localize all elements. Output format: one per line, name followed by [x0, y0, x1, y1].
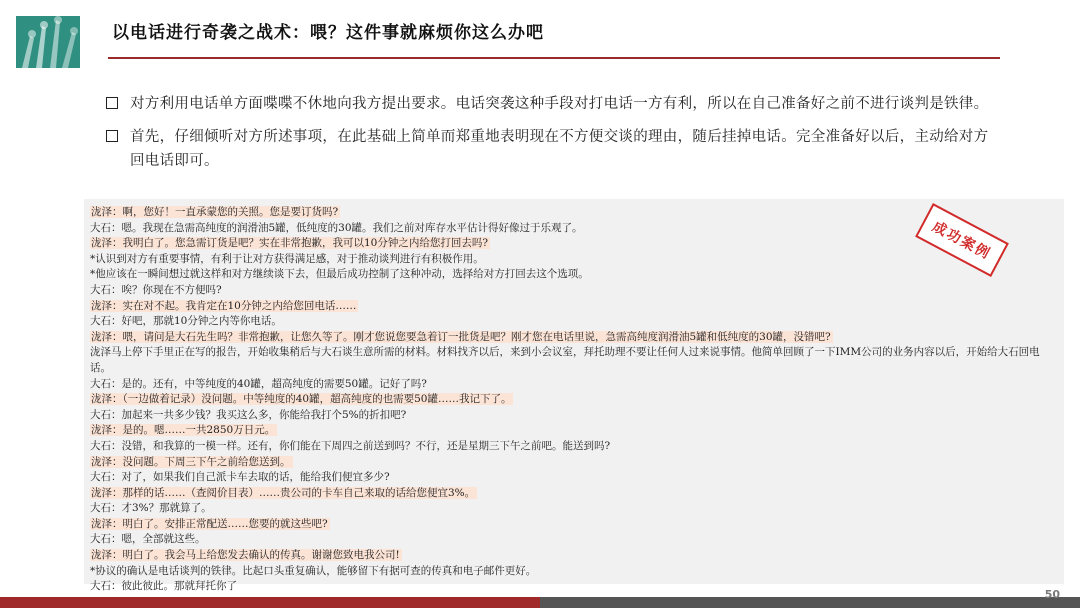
dialogue-line-text: *他应该在一瞬间想过就这样和对方继续谈下去，但最后成功控制了这种冲动，选择给对方打回去这个选项。 [90, 268, 589, 281]
dialogue-line [90, 408, 1044, 424]
bullet-item [106, 92, 996, 116]
footer-bar-red [0, 597, 540, 608]
dialogue-line-text: 大石：是的。还有，中等纯度的40罐，超高纯度的需要50罐。记好了吗? [90, 377, 427, 390]
bullet-text: 对方利用电话单方面喋喋不休地向我方提出要求。电话突袭这种手段对打电话一方有利，所以在自己准备好之前不进行谈判是铁律。 [130, 96, 989, 112]
page-number: 50 [1044, 588, 1060, 601]
dialogue-lines [90, 205, 1044, 595]
dialogue-line-text: 泷泽：那样的话……（查阅价目表）……贵公司的卡车自己来取的话给您便宜3%。 [91, 486, 476, 499]
dialogue-line [90, 486, 1044, 502]
dialogue-line [90, 221, 1044, 237]
dialogue-line [90, 564, 1044, 580]
dialogue-line [90, 579, 1044, 595]
dialogue-line [90, 392, 1044, 408]
dialogue-line-text: 大石：彼此彼此。那就拜托你了 [90, 580, 237, 593]
dialogue-line [90, 267, 1044, 283]
dialogue-line-text: 泷泽：啊，您好！一直承蒙您的关照。您是要订货吗? [91, 206, 339, 218]
dialogue-line-text: 大石：没错，和我算的一模一样。还有，你们能在下周四之前送到吗？不行，还是星期三下午之前吧。能送到吗? [90, 439, 611, 452]
dialogue-line [90, 299, 1044, 315]
dialogue-line-text: 泷泽马上停下手里正在写的报告，开始收集稍后与大石谈生意所需的材料。材料找齐以后，来到小会议室，拜托助理不要让任何人过来说事情。他简单回顾了一下IMM公司的业务内容以后，开始给大石回电话。 [90, 346, 1040, 374]
bullet-list [106, 92, 996, 182]
dialogue-line-text: *协议的确认是电话谈判的铁律。比起口头重复确认，能够留下有据可查的传真和电子邮件更好。 [90, 564, 537, 577]
hands-raised-icon [16, 16, 80, 68]
dialogue-line [90, 252, 1044, 268]
title-divider [108, 57, 1000, 59]
dialogue-line-text: 大石：好吧，那就10分钟之内等你电话。 [90, 315, 282, 328]
dialogue-line [90, 532, 1044, 548]
dialogue-line-text: 大石：唉？你现在不方便吗? [90, 283, 222, 296]
footer-bar-gray [540, 597, 1080, 608]
dialogue-line-text: 泷泽：是的。嗯……一共2850万日元。 [91, 424, 276, 437]
bullet-item [106, 125, 996, 173]
dialogue-line-text: 泷泽：没问题。下周三下午之前给您送到。 [91, 455, 291, 468]
dialogue-line-text: 泷泽：喂，请问是大石先生吗？非常抱歉，让您久等了。刚才您说您要急着订一批货是吧？刚才您在电话里说，急需高纯度润滑油5罐和低纯度的30罐，没错吧? [91, 330, 831, 343]
dialogue-line [90, 423, 1044, 439]
dialogue-line [90, 517, 1044, 533]
dialogue-line-text: 大石：嗯，全部就这些。 [90, 533, 206, 546]
square-bullet-icon [106, 97, 118, 109]
slide-title: 以电话进行奇袭之战术：喂？这件事就麻烦你这么办吧 [112, 23, 544, 43]
dialogue-line [90, 345, 1044, 376]
dialogue-line [90, 205, 1044, 221]
success-case-stamp: 成功案例 [915, 203, 1009, 277]
dialogue-line [90, 377, 1044, 393]
square-bullet-icon [106, 130, 118, 142]
dialogue-line [90, 314, 1044, 330]
dialogue-line-text: 泷泽：实在对不起。我肯定在10分钟之内给您回电话…… [91, 299, 357, 312]
dialogue-line [90, 455, 1044, 471]
dialogue-line-text: 大石：嗯。我现在急需高纯度的润滑油5罐，低纯度的30罐。我们之前对库存水平估计得好像过于乐观了。 [90, 221, 583, 234]
bullet-text: 首先，仔细倾听对方所述事项，在此基础上简单而郑重地表明现在不方便交谈的理由，随后挂掉电话。完全准备好以后，主动给对方回电话即可。 [130, 129, 989, 169]
dialogue-line [90, 439, 1044, 455]
dialogue-line [90, 501, 1044, 517]
dialogue-line-text: 泷泽：明白了。我会马上给您发去确认的传真。谢谢您致电我公司! [91, 549, 400, 562]
dialogue-line [90, 330, 1044, 346]
dialogue-line-text: 泷泽：明白了。安排正常配送……您要的就这些吧? [91, 517, 328, 530]
logo-image [16, 16, 80, 68]
dialogue-line-text: *认识到对方有重要事情，有利于让对方获得满足感，对于推动谈判进行有积极作用。 [90, 252, 484, 265]
dialogue-line [90, 470, 1044, 486]
dialogue-line [90, 283, 1044, 299]
dialogue-line-text: 大石：才3%？那就算了。 [90, 502, 212, 515]
dialogue-line [90, 548, 1044, 564]
dialogue-line [90, 236, 1044, 252]
dialogue-line-text: 大石：加起来一共多少钱？我买这么多，你能给我打个5%的折扣吧? [90, 408, 407, 421]
dialogue-line-text: 泷泽：（一边做着记录）没问题。中等纯度的40罐，超高纯度的也需要50罐……我记下了。 [91, 393, 512, 406]
dialogue-line-text: 泷泽：我明白了。您急需订货是吧？实在非常抱歉，我可以10分钟之内给您打回去吗? [91, 237, 488, 250]
dialogue-panel [84, 199, 1064, 593]
dialogue-line-text: 大石：对了，如果我们自己派卡车去取的话，能给我们便宜多少? [90, 471, 390, 484]
